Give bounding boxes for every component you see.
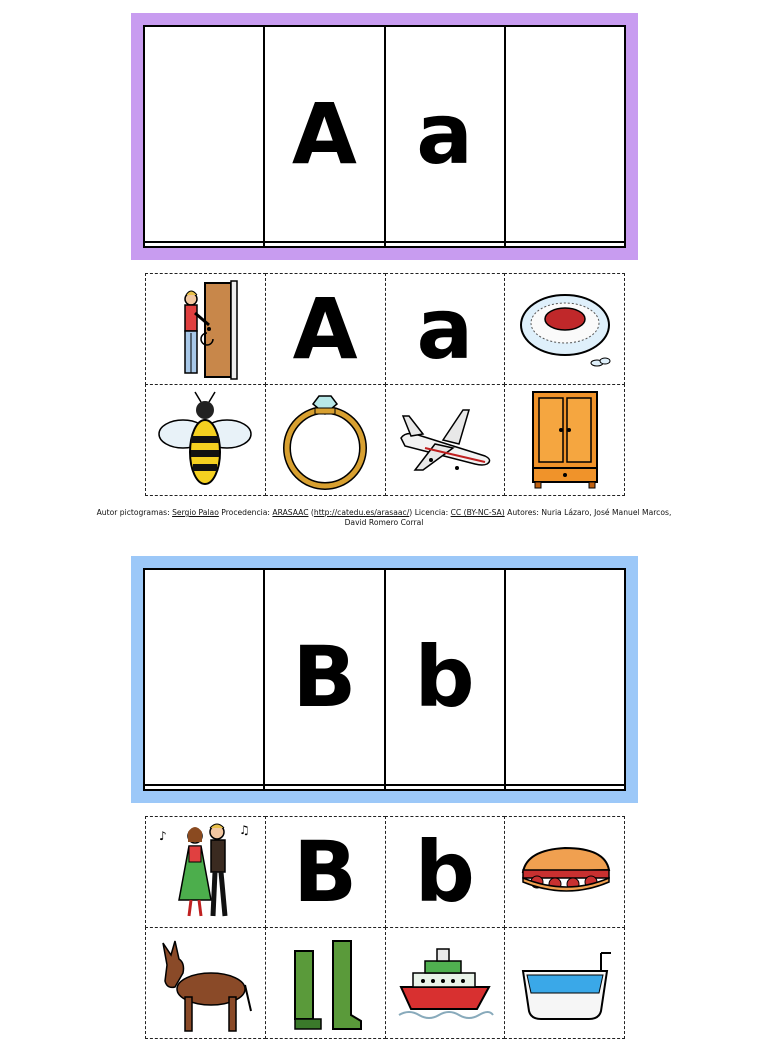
board-cell-empty [264,242,384,247]
ship-icon [395,931,495,1035]
board-cell-empty [385,785,505,790]
board-cell-empty [144,242,264,247]
cutout-cards-b [145,816,624,1038]
cutout-cards-a [145,273,624,495]
credits-source-label: Procedencia: [221,508,270,517]
dancing-couple-icon [155,820,255,924]
card-letter-upper: A [292,280,358,378]
board-cell-empty [144,26,264,242]
card-airplane[interactable] [385,384,506,496]
card-upper-a[interactable] [265,273,386,385]
ring-icon [275,388,375,492]
board-cell-upper: B [264,569,384,785]
card-letter-upper: B [293,823,358,921]
card-wardrobe[interactable] [504,384,625,496]
card-letter-lower: a [416,280,474,378]
credits-license-link[interactable]: CC (BY-NC-SA) [450,508,505,517]
card-door[interactable] [145,273,266,385]
card-ring[interactable] [265,384,386,496]
card-letter-lower: b [414,823,475,921]
credits-authors: Nuria Lázaro, José Manuel Marcos, [541,508,672,517]
bee-icon [155,388,255,492]
boots-icon [275,931,375,1035]
board-cell-empty [144,569,264,785]
credits-license-label: Licencia: [414,508,449,517]
board-cell-empty [505,242,625,247]
sandwich-icon [515,820,615,924]
credits: Autor pictogramas: Sergio Palao Procedencia: ARASAAC (http://catedu.es/arasaac/) Licencia: CC (BY-NC-SA) Autores: Nuria Lázaro, José Manuel Marcos, David Romero Corral [96,508,672,527]
letter-board-b [131,556,638,803]
bathtub-icon [515,931,615,1035]
letter-board-a [131,13,638,260]
board-cell-empty [264,785,384,790]
card-donkey[interactable] [145,927,266,1039]
card-upper-b[interactable] [265,816,386,928]
credits-author-label: Autor pictogramas: [96,508,170,517]
wardrobe-icon [515,388,615,492]
board-cell-empty [144,785,264,790]
card-sandwich[interactable] [504,816,625,928]
board-grid-a [143,25,626,248]
board-cell-empty [505,569,625,785]
board-cell-empty [505,785,625,790]
card-lower-a[interactable] [385,273,506,385]
card-ship[interactable] [385,927,506,1039]
board-cell-upper: A [264,26,384,242]
card-bathtub[interactable] [504,927,625,1039]
credits-author-link[interactable]: Sergio Palao [172,508,219,517]
board-cell-lower: a [385,26,505,242]
board-grid-b [143,568,626,791]
card-boots[interactable] [265,927,386,1039]
rice-plate-icon [515,277,615,381]
svg-text:♫: ♫ [239,823,251,837]
credits-authors-label: Autores: [507,508,539,517]
board-cell-lower: b [385,569,505,785]
board-cell-empty [385,242,505,247]
card-dance[interactable] [145,816,266,928]
card-rice[interactable] [504,273,625,385]
svg-text:♪: ♪ [159,829,168,843]
credits-source-link[interactable]: ARASAAC [272,508,309,517]
donkey-icon [155,931,255,1035]
credits-authors-cont: David Romero Corral [344,518,424,527]
airplane-icon [395,388,495,492]
credits-url-link[interactable]: http://catedu.es/arasaac/ [313,508,410,517]
door-opening-icon [155,277,255,381]
card-bee[interactable] [145,384,266,496]
card-lower-b[interactable] [385,816,506,928]
board-cell-empty [505,26,625,242]
